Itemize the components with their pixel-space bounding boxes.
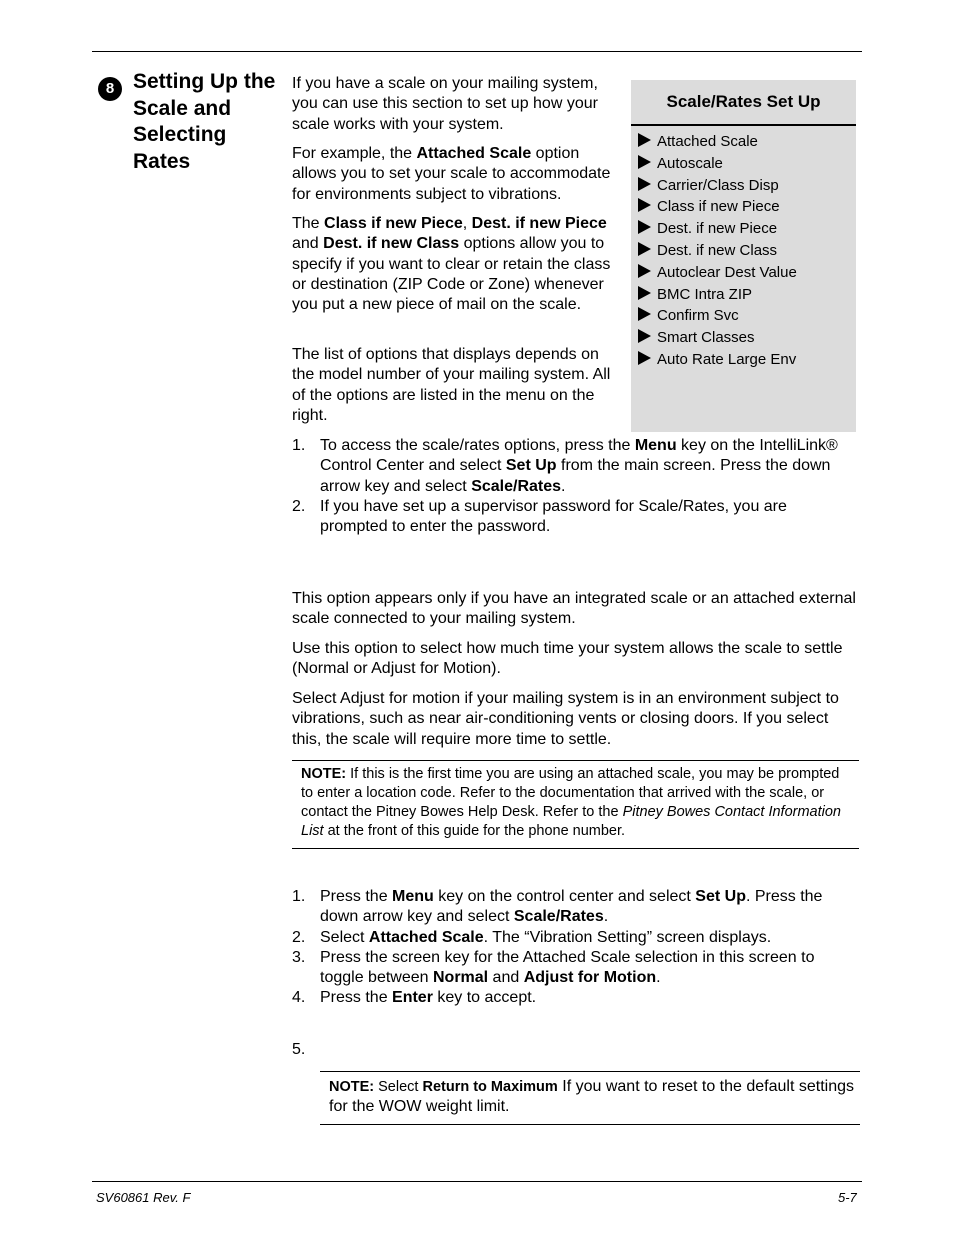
note-attached-scale: NOTE: If this is the first time you are using an attached scale, you may be prompted to enter a location code. Refer to the documentation that arrived with the scale, or contact the Pitney Bowes Help Desk. Refer to the Pitney Bowes Contact Information List at the front of this guide for the phone number. <box>301 766 841 839</box>
right-triangle-icon <box>638 155 651 169</box>
menu-item-attached-scale: Attached Scale <box>638 131 797 153</box>
step-2: 2. Select Attached Scale. The “Vibration Setting” screen displays. <box>292 928 772 946</box>
menu-item-autoscale: Autoscale <box>638 153 797 175</box>
scale-rates-menu-panel <box>631 80 856 432</box>
intro-paragraph-2: For example, the Attached Scale option allows you to set your scale to accommodate for environments subject to vibrations. <box>292 145 611 203</box>
step-5-number: 5. <box>292 1041 306 1058</box>
attached-paragraph-1: This option appears only if you have an integrated scale or an attached external scale connected to your mailing system. <box>292 590 856 628</box>
section-number-badge: 8 <box>98 77 122 101</box>
right-triangle-icon <box>638 220 651 234</box>
footer-rule <box>92 1181 862 1182</box>
right-triangle-icon <box>638 329 651 343</box>
step-1: 1. Press the Menu key on the control center and select Set Up. Press the down arrow key and select Scale/Rates. <box>292 888 823 926</box>
right-triangle-icon <box>638 242 651 256</box>
menu-item-autoclear-dest-value: Autoclear Dest Value <box>638 262 797 284</box>
note2-top-rule <box>320 1071 860 1072</box>
intro-paragraph-3: The Class if new Piece, Dest. if new Piece and Dest. if new Class options allow you to specify if you want to clear or retain the class or destination (ZIP Code or Zone) whenever you put a new piece of mail on the scale. <box>292 215 611 314</box>
right-triangle-icon <box>638 351 651 365</box>
menu-item-dest-if-new-class: Dest. if new Class <box>638 240 797 262</box>
menu-item-class-if-new-piece: Class if new Piece <box>638 196 797 218</box>
procedure-steps-list <box>292 887 857 1009</box>
menu-item-confirm-svc: Confirm Svc <box>638 305 797 327</box>
right-triangle-icon <box>638 133 651 147</box>
footer-document-id: SV60861 Rev. F <box>96 1190 191 1205</box>
menu-item-smart-classes: Smart Classes <box>638 327 797 349</box>
menu-item-auto-rate-large-env: Auto Rate Large Env <box>638 349 797 371</box>
top-rule <box>92 51 862 52</box>
right-triangle-icon <box>638 264 651 278</box>
note-return-to-maximum: NOTE: Select Return to Maximum If you want to reset to the default settings for the WOW weight limit. <box>329 1078 854 1116</box>
menu-item-dest-if-new-piece: Dest. if new Piece <box>638 218 797 240</box>
step-4: 4. Press the Enter key to accept. <box>292 989 537 1007</box>
footer-page-number: 5-7 <box>838 1190 857 1205</box>
scale-rates-menu-list <box>638 131 797 371</box>
right-triangle-icon <box>638 286 651 300</box>
intro-paragraph-1: If you have a scale on your mailing system, you can use this section to set up how your scale works with your system. <box>292 75 598 133</box>
note1-top-rule <box>292 760 859 761</box>
note2-bottom-rule <box>320 1124 860 1125</box>
right-triangle-icon <box>638 177 651 191</box>
note1-bottom-rule <box>292 848 859 849</box>
section-title: Setting Up the Scale and Selecting Rates <box>133 70 276 173</box>
step-3: 3. Press the screen key for the Attached Scale selection in this screen to toggle between Normal and Adjust for Motion. <box>292 948 815 987</box>
right-triangle-icon <box>638 307 651 321</box>
menu-item-carrier-class-disp: Carrier/Class Disp <box>638 175 797 197</box>
access-step-2: 2. If you have set up a supervisor password for Scale/Rates, you are prompted to enter the password. <box>292 497 787 536</box>
attached-paragraph-2: Use this option to select how much time your system allows the scale to settle (Normal or Adjust for Motion). <box>292 640 843 678</box>
attached-scale-term: Attached Scale <box>416 145 532 162</box>
menu-item-bmc-intra-zip: BMC Intra ZIP <box>638 284 797 306</box>
access-step-1: 1. To access the scale/rates options, press the Menu key on the IntelliLink® Control Center and select Set Up from the main screen. Press the down arrow key and select Scale/Rates. <box>292 437 838 495</box>
right-triangle-icon <box>638 198 651 212</box>
attached-paragraph-3: Select Adjust for motion if your mailing system is in an environment subject to vibrations, such as near air-conditioning vents or closing doors. If you select this, the scale will require more time to settle. <box>292 690 839 748</box>
intro-paragraph-4: The list of options that displays depends on the model number of your mailing system. All of the options are listed in the menu on the right. <box>292 346 611 424</box>
access-steps-list <box>292 436 852 537</box>
panel-title: Scale/Rates Set Up <box>631 80 856 126</box>
